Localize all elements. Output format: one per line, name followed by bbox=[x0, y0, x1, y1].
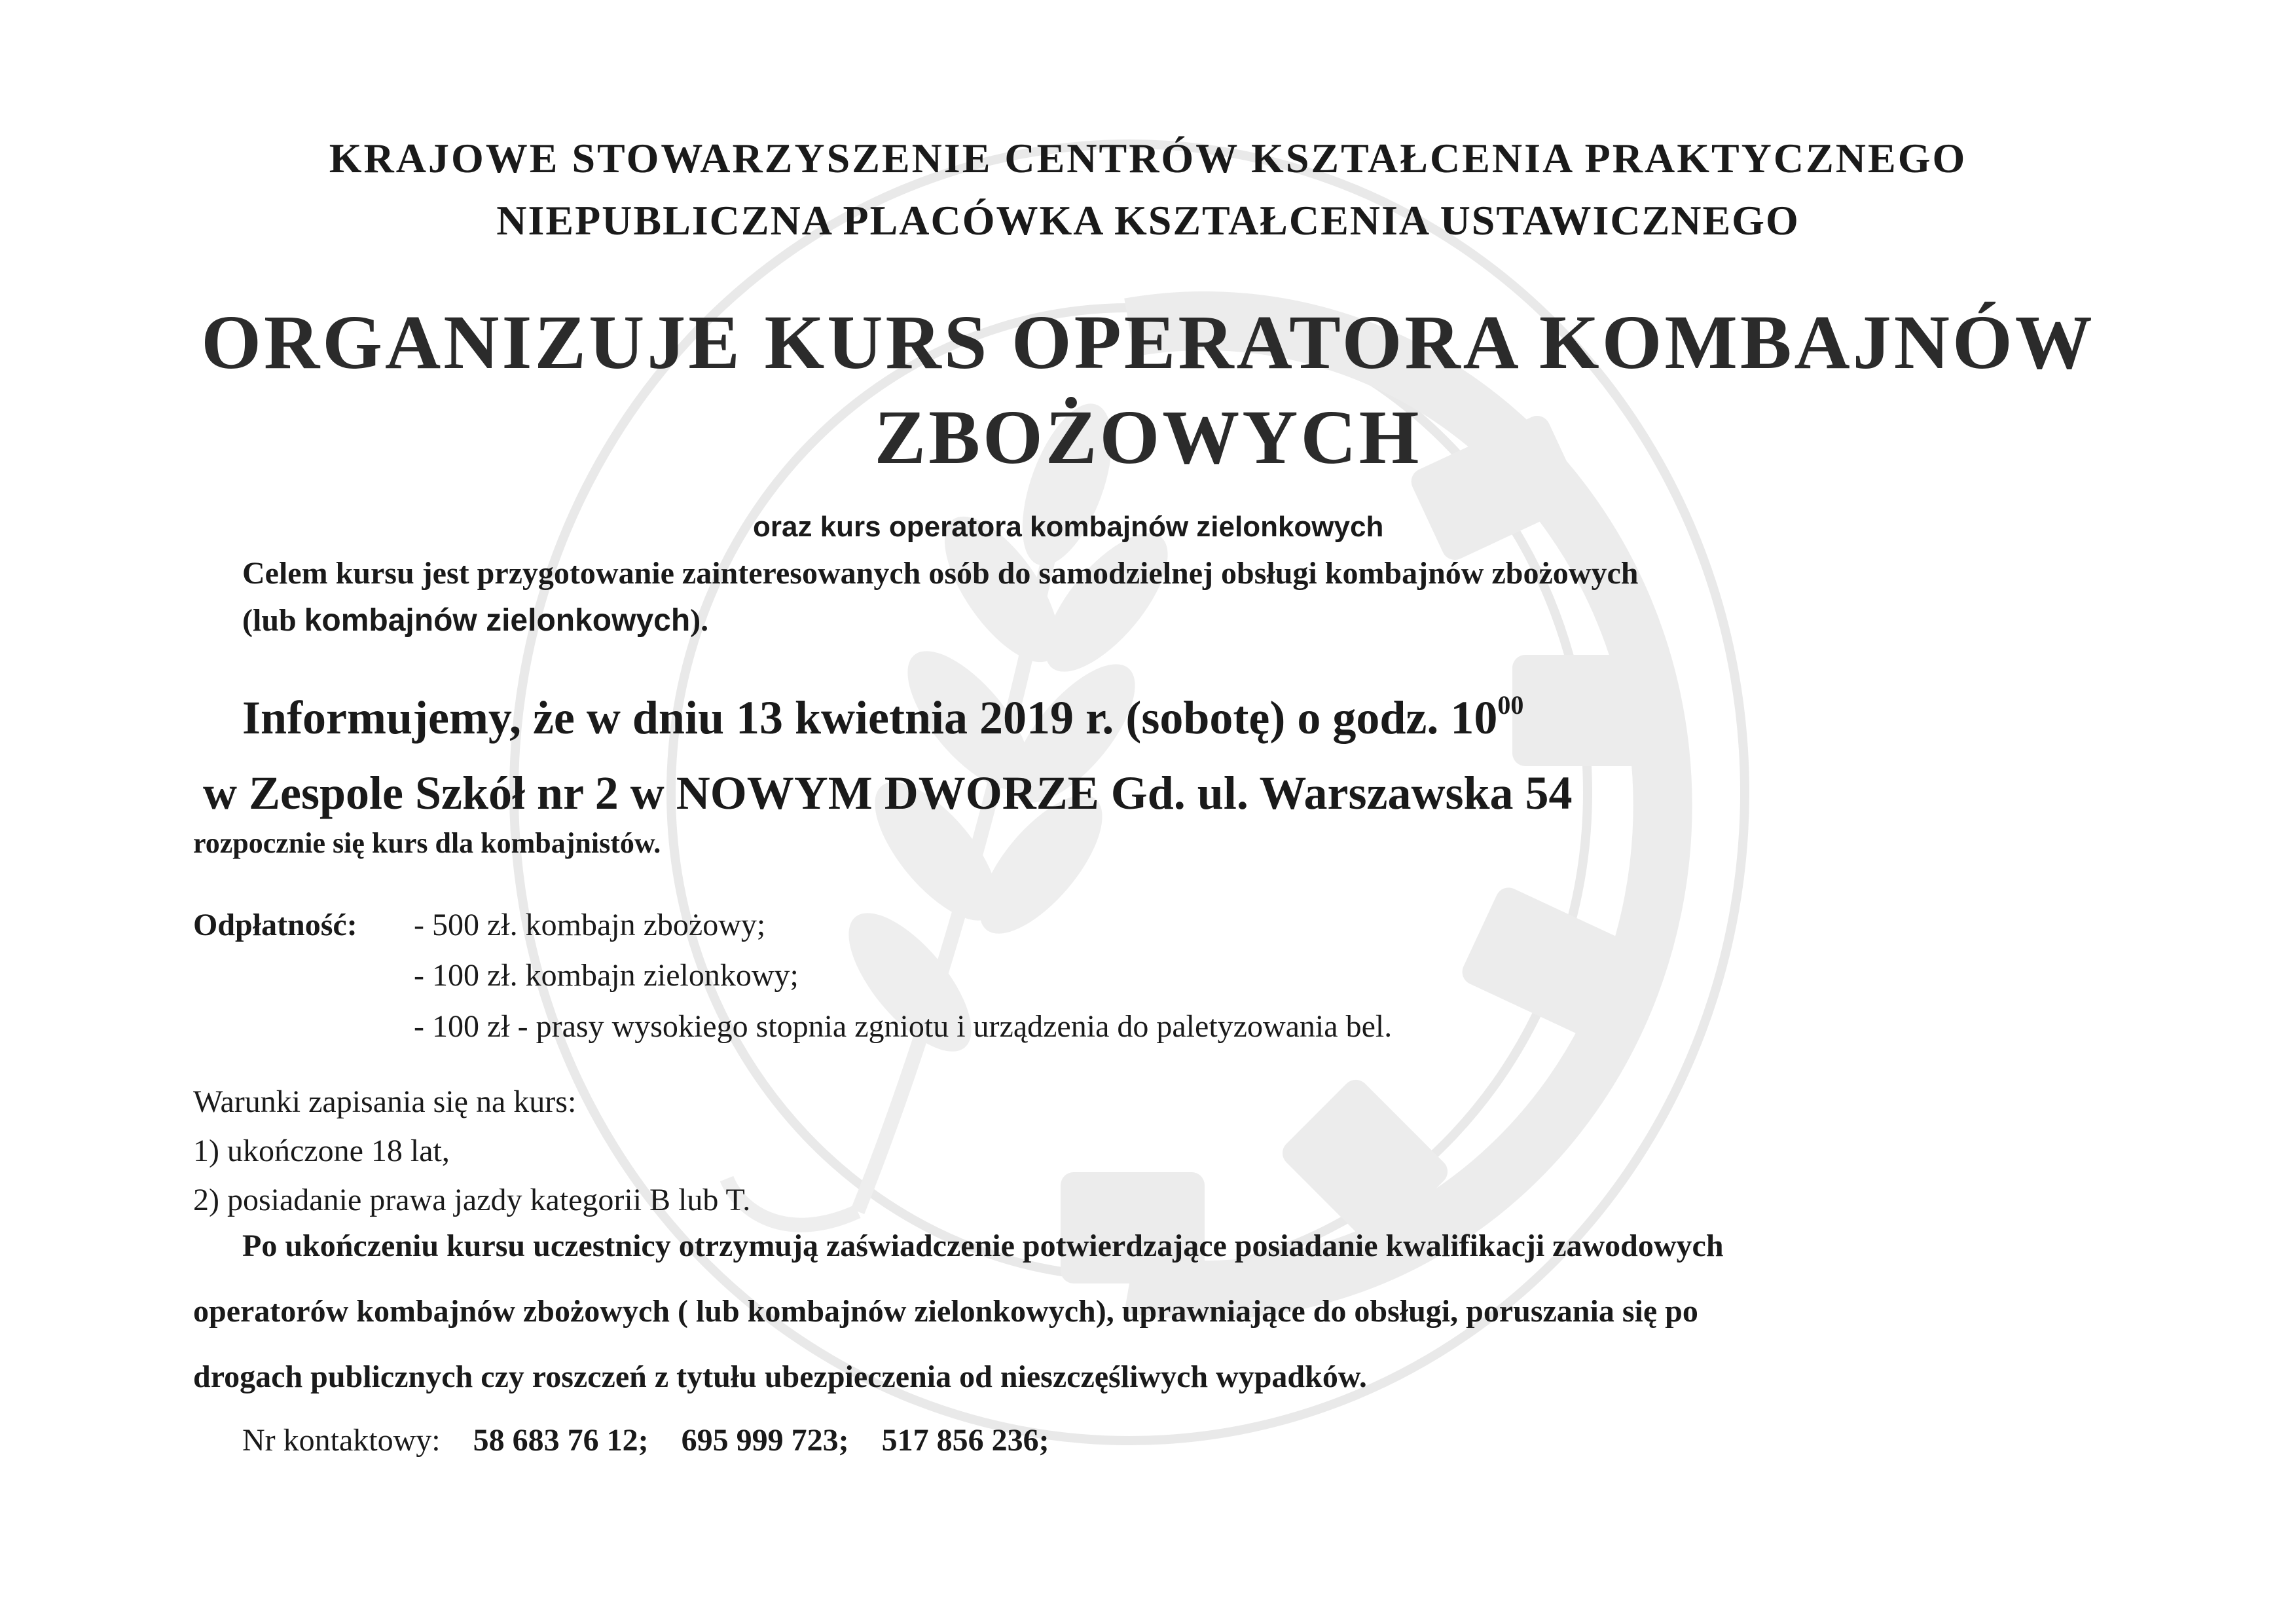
condition-item: 2) posiadanie prawa jazdy kategorii B lub T. bbox=[193, 1183, 751, 1217]
page-title: ORGANIZUJE KURS OPERATORA KOMBAJNÓW bbox=[201, 299, 2095, 385]
phone-number: 517 856 236; bbox=[881, 1423, 1049, 1458]
subtitle: oraz kurs operatora kombajnów zielonkowych bbox=[753, 511, 1384, 543]
contact-label: Nr kontaktowy: bbox=[242, 1423, 441, 1458]
phone-number: 58 683 76 12; bbox=[473, 1423, 649, 1458]
certificate-text-end: drogach publicznych czy roszczeń z tytułu ubezpieczenia od nieszczęśliwych wypadków. bbox=[193, 1359, 1367, 1394]
purpose-suffix: ). bbox=[690, 603, 709, 638]
purpose-text-continued bbox=[242, 602, 708, 638]
purpose-sans-part: kombajnów zielonkowych bbox=[304, 603, 691, 638]
purpose-text: Celem kursu jest przygotowanie zainteresowanych osób do samodzielnej obsługi kombajnów zbożowych bbox=[242, 556, 1639, 591]
condition-item: 1) ukończone 18 lat, bbox=[193, 1134, 450, 1168]
phone-number: 695 999 723; bbox=[681, 1423, 849, 1458]
certificate-text-continued: operatorów kombajnów zbożowych ( lub kombajnów zielonkowych), uprawniające do obsługi, poruszania się po bbox=[193, 1294, 1698, 1329]
certificate-text: Po ukończeniu kursu uczestnicy otrzymują zaświadczenie potwierdzające posiadanie kwalifikacji zawodowych bbox=[242, 1228, 1724, 1263]
fees-label: Odpłatność: bbox=[193, 908, 357, 942]
fee-item: - 500 zł. kombajn zbożowy; bbox=[414, 908, 766, 942]
organization-name: KRAJOWE STOWARZYSZENIE CENTRÓW KSZTAŁCENIA PRAKTYCZNEGO bbox=[329, 135, 1967, 181]
announcement-date bbox=[242, 691, 1523, 745]
announcement-location: w Zespole Szkół nr 2 w NOWYM DWORZE Gd. ul. Warszawska 54 bbox=[203, 767, 1573, 819]
fee-item: - 100 zł. kombajn zielonkowy; bbox=[414, 958, 799, 993]
time-minutes: 00 bbox=[1497, 690, 1524, 720]
contact-line bbox=[242, 1422, 1049, 1458]
announcement-date-text: Informujemy, że w dniu 13 kwietnia 2019 r. (sobotę) o godz. 10 bbox=[242, 692, 1498, 744]
institution-name: NIEPUBLICZNA PLACÓWKA KSZTAŁCENIA USTAWICZNEGO bbox=[496, 197, 1800, 244]
announcement-start: rozpocznie się kurs dla kombajnistów. bbox=[193, 827, 661, 859]
purpose-prefix: (lub bbox=[242, 603, 304, 638]
conditions-heading: Warunki zapisania się na kurs: bbox=[193, 1084, 577, 1119]
fee-item: - 100 zł - prasy wysokiego stopnia zgniotu i urządzenia do paletyzowania bel. bbox=[414, 1009, 1393, 1044]
page-title-continued: ZBOŻOWYCH bbox=[874, 394, 1422, 480]
